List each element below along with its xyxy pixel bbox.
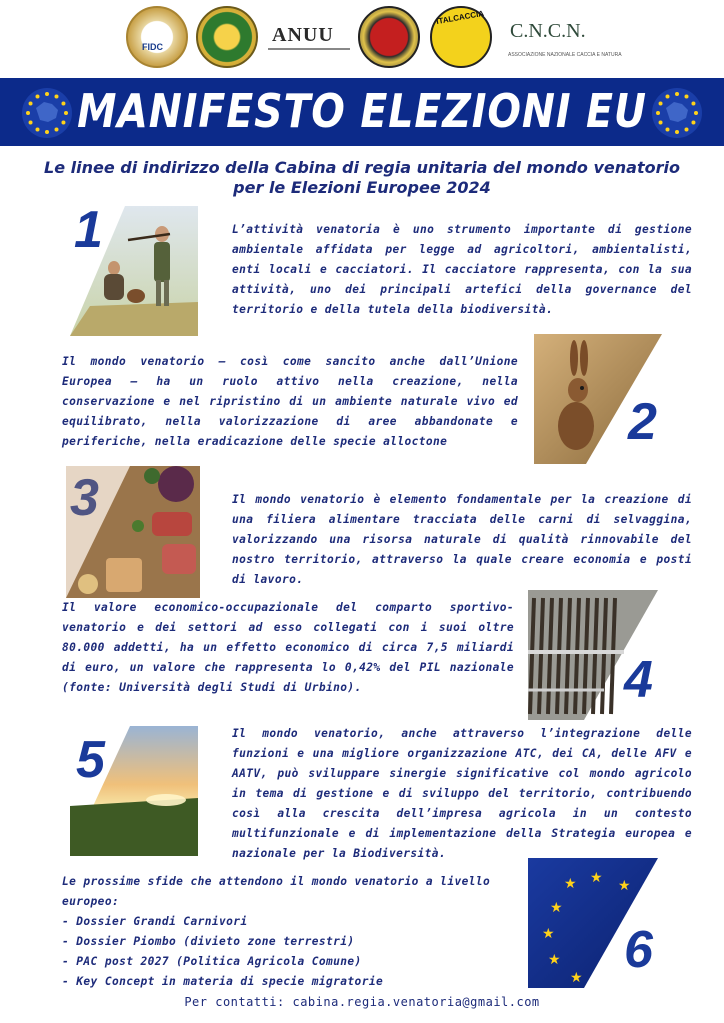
list-item: - Dossier Grandi Carnivori: [62, 915, 248, 928]
anuu-logo: [268, 16, 350, 56]
hunters-photo: [70, 206, 198, 336]
section-5-number: 5: [76, 731, 105, 789]
svg-text:★: ★: [548, 952, 561, 968]
section-4-text: Il valore economico-occupazionale del comparto sportivo-venatorio e dei settori ad esso collegati con i suoi oltre 80.000 addetti, ha un effetto economico di circa 7,5 miliardi di euro, un valore che rappresenta lo 0,42% del PIL nazionale (fonte: Università degli Studi di Urbino).: [62, 601, 514, 694]
fidc-logo: [126, 6, 188, 68]
cncn-logo-subtext: ASSOCIAZIONE NAZIONALE CACCIA E NATURA: [508, 52, 622, 58]
svg-text:★: ★: [570, 970, 583, 986]
section-2-number: 2: [628, 393, 657, 451]
eps-logo: [358, 6, 420, 68]
banner-title: MANIFESTO ELEZIONI EU: [77, 84, 647, 138]
fidc-logo-text: FIDC: [142, 42, 163, 52]
section-1-text: L’attività venatoria è uno strumento importante di gestione ambientale affidata per legge ad agricoltori, ambientalisti, enti locali e cacciatori. Il cacciatore rappresenta, con la sua attività, uno dei principali artefici della governance del territorio e della tutela della biodiversità.: [232, 223, 692, 316]
subtitle-line-2: per le Elezioni Europee 2024: [233, 178, 491, 197]
list-item: - Key Concept in materia di specie migratorie: [62, 975, 384, 988]
section-6-intro: Le prossime sfide che attendono il mondo venatorio a livello europeo:: [62, 875, 491, 908]
section-3-number: 3: [70, 469, 99, 527]
game-meat-photo: [66, 466, 200, 598]
section-5-text: Il mondo venatorio, anche attraverso l’integrazione delle funzioni e una migliore organizzazione ATC, dei CA, delle AFV e AATV, può sviluppare sinergie significative col mondo agricolo in tema di gestione e di sviluppo del territorio, contribuendo così alla crescita dell’impresa agricola in un contesto multifunzionale e di implementazione della Strategia europea e nazionale per la Biodiversità.: [232, 727, 692, 860]
partner-logos: [120, 6, 622, 70]
list-item: - PAC post 2027 (Politica Agricola Comune): [62, 955, 362, 968]
list-item: - Dossier Piombo (divieto zone terrestri): [62, 935, 355, 948]
eu-map-icon: [652, 88, 702, 138]
svg-text:★: ★: [564, 876, 577, 892]
svg-text:★: ★: [618, 878, 631, 894]
section-6-list: [62, 872, 512, 992]
italcaccia-logo: [430, 6, 492, 68]
section-6-number: 6: [624, 921, 653, 979]
italcaccia-logo-text: ITALCACCIA: [435, 8, 485, 27]
sunset-field-photo: [70, 726, 198, 856]
section-1-number: 1: [74, 201, 103, 259]
svg-text:★: ★: [590, 870, 603, 886]
section-4-number: 4: [624, 651, 653, 709]
enalcaccia-logo: [196, 6, 258, 68]
section-3-text: Il mondo venatorio è elemento fondamentale per la creazione di una filiera alimentare tracciata delle carni di selvaggina, valorizzando una risorsa naturale di qualità rinnovabile del nostro territorio, attraverso la quale creare economia e posti di lavoro.: [232, 493, 692, 586]
svg-text:★: ★: [542, 926, 555, 942]
title-banner: [0, 78, 724, 146]
cncn-logo-text: C.N.C.N.: [510, 20, 586, 42]
subtitle-line-1: Le linee di indirizzo della Cabina di regia unitaria del mondo venatorio: [44, 158, 680, 177]
contact-footer: Per contatti: cabina.regia.venatoria@gmail.com: [184, 995, 540, 1009]
anuu-logo-text: ANUU: [272, 24, 334, 46]
section-2-text: Il mondo venatorio – così come sancito anche dall’Unione Europea – ha un ruolo attivo nella creazione, nella conservazione e nel ripristino di un ambiente naturale vivo ed equilibrato, nella valorizzazione di aree abbandonate e periferiche, nella eradicazione delle specie alloctone: [62, 355, 518, 448]
subtitle: [40, 158, 684, 198]
svg-text:★: ★: [550, 900, 563, 916]
cncn-logo: [506, 12, 622, 64]
